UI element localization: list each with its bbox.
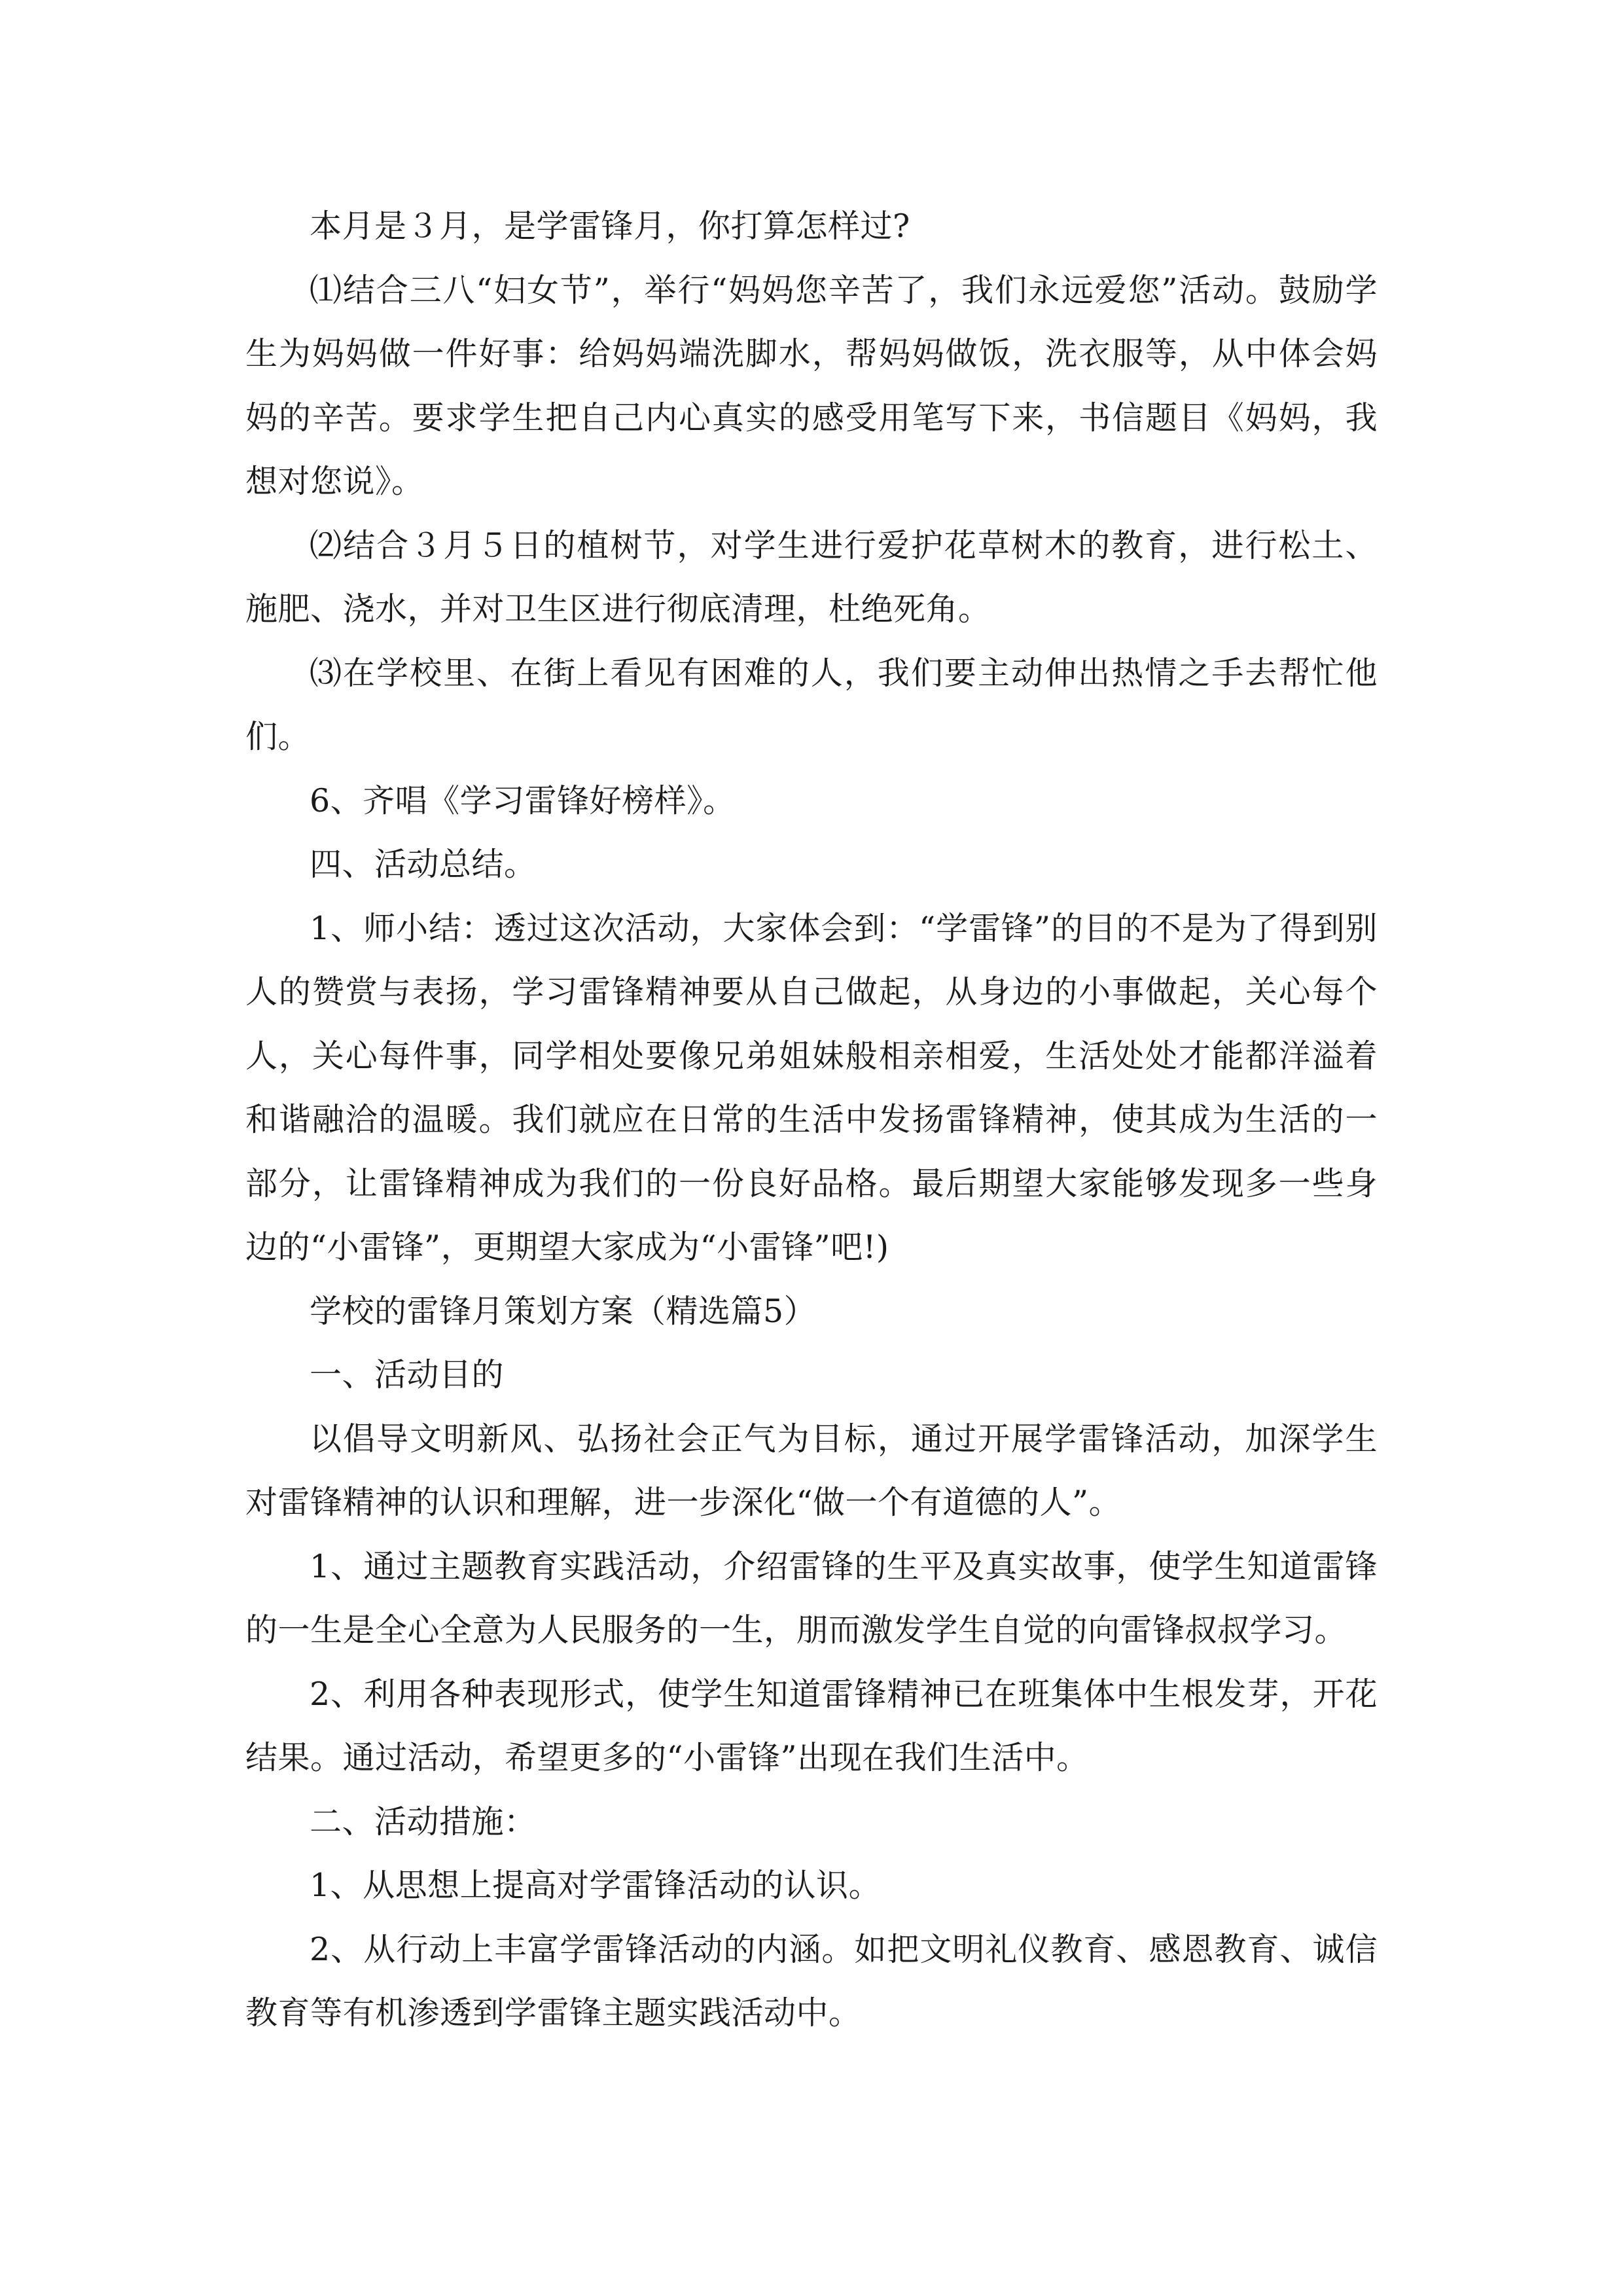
heading-plan-title: 学校的雷锋月策划方案（精选篇5） xyxy=(310,1292,817,1330)
paragraph-tree-planting: ⑵结合３月５日的植树节，对学生进行爱护花草树木的教育，进行松土、施肥、浇水，并对卫生区进行彻底清理，杜绝死角。 xyxy=(245,526,1378,628)
paragraph-help-others: ⑶在学校里、在街上看见有困难的人，我们要主动伸出热情之手去帮忙他们。 xyxy=(245,654,1378,755)
paragraph-measure-item-1: 1、从思想上提高对学雷锋活动的认识。 xyxy=(310,1867,882,1904)
heading-activity-measures: 二、活动措施： xyxy=(310,1803,537,1840)
heading-activity-purpose: 一、活动目的 xyxy=(310,1356,505,1393)
paragraph-march-intro: 本月是３月，是学雷锋月，你打算怎样过? xyxy=(310,207,910,245)
paragraph-purpose-item-1: 1、通过主题教育实践活动，介绍雷锋的生平及真实故事，使学生知道雷锋的一生是全心全意为人民服务的一生，朋而激发学生自觉的向雷锋叔叔学习。 xyxy=(245,1547,1378,1649)
paragraph-purpose-item-2: 2、利用各种表现形式，使学生知道雷锋精神已在班集体中生根发芽，开花结果。通过活动，希望更多的“小雷锋”出现在我们生活中。 xyxy=(245,1675,1378,1776)
paragraph-teacher-summary: 1、师小结：透过这次活动，大家体会到：“学雷锋”的目的不是为了得到别人的赞赏与表扬，学习雷锋精神要从自己做起，从身边的小事做起，关心每个人，关心每件事，同学相处要像兄弟姐妹般相亲相爱，生活处处才能都洋溢着和谐融洽的温暖。我们就应在日常的生活中发扬雷锋精神，使其成为生活的一部分，让雷锋精神成为我们的一份良好品格。最后期望大家能够发现多一些身边的“小雷锋”，更期望大家成为“小雷锋”吧!) xyxy=(245,909,1378,1266)
paragraph-sing-song: 6、齐唱《学习雷锋好榜样》。 xyxy=(310,781,736,819)
heading-activity-summary: 四、活动总结。 xyxy=(310,846,537,883)
paragraph-womens-day-activity: ⑴结合三八“妇女节”，举行“妈妈您辛苦了，我们永远爱您”活动。鼓励学生为妈妈做一件好事：给妈妈端洗脚水，帮妈妈做饭，洗衣服等，从中体会妈妈的辛苦。要求学生把自己内心真实的感受用笔写下来，书信题目《妈妈，我想对您说》。 xyxy=(245,271,1378,500)
paragraph-measure-item-2: 2、从行动上丰富学雷锋活动的内涵。如把文明礼仪教育、感恩教育、诚信教育等有机渗透到学雷锋主题实践活动中。 xyxy=(245,1930,1378,2032)
paragraph-purpose-goal: 以倡导文明新风、弘扬社会正气为目标，通过开展学雷锋活动，加深学生对雷锋精神的认识和理解，进一步深化“做一个有道德的人”。 xyxy=(245,1420,1378,1521)
document-body xyxy=(245,194,1378,2045)
